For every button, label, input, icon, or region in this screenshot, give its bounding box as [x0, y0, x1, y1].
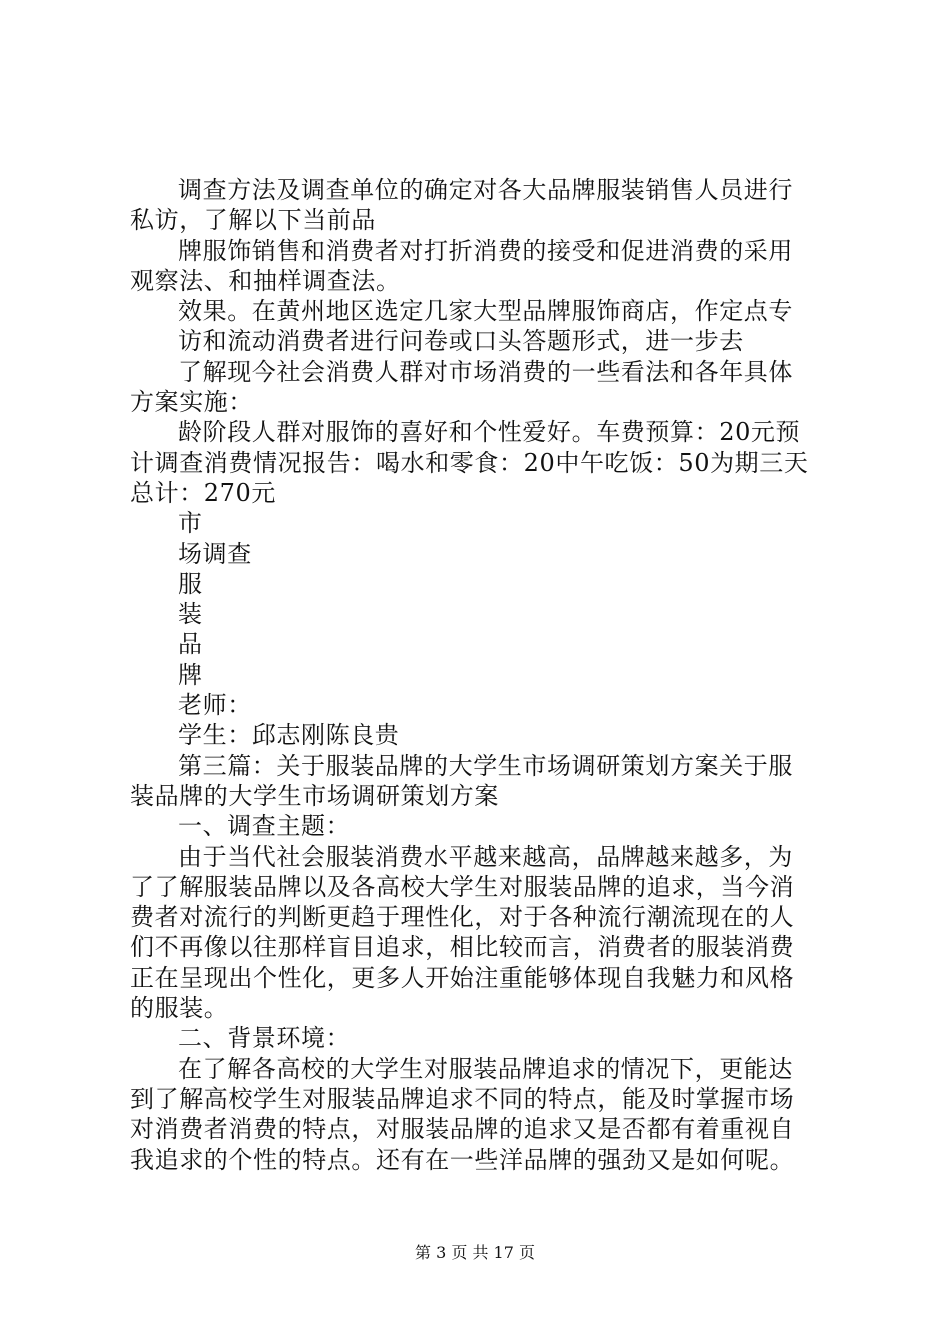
- text-line: 品: [178, 630, 203, 659]
- page-number-footer: 第 3 页 共 17 页: [415, 1243, 535, 1262]
- text-line: 市: [178, 509, 203, 538]
- text-line: 了了解服装品牌以及各高校大学生对服装品牌的追求，当今消: [130, 872, 795, 901]
- text-line: 观察法、和抽样调查法。: [130, 266, 401, 295]
- section-heading: 装品牌的大学生市场调研策划方案: [130, 781, 499, 810]
- text-line: 牌服饰销售和消费者对打折消费的接受和促进消费的采用: [178, 236, 793, 265]
- text-line: 对消费者消费的特点，对服装品牌的追求又是否都有着重视自: [130, 1115, 795, 1144]
- text-line: 方案实施：: [130, 388, 253, 417]
- text-line: 私访，了解以下当前品: [130, 206, 376, 235]
- text-line: 们不再像以往那样盲目追求，相比较而言，消费者的服装消费: [130, 933, 795, 962]
- text-line: 正在呈现出个性化，更多人开始注重能够体现自我魅力和风格: [130, 963, 795, 992]
- text-line: 总计：270元: [130, 478, 277, 507]
- text-line: 效果。在黄州地区选定几家大型品牌服饰商店，作定点专: [178, 297, 793, 326]
- text-line: 在了解各高校的大学生对服装品牌追求的情况下，更能达: [178, 1054, 793, 1083]
- text-line: 访和流动消费者进行问卷或口头答题形式，进一步去: [178, 327, 744, 356]
- text-line: 学生：邱志刚陈良贵: [178, 721, 400, 750]
- document-body: [130, 175, 830, 1175]
- text-line: 费者对流行的判断更趋于理性化，对于各种流行潮流现在的人: [130, 903, 795, 932]
- text-line: 服: [178, 569, 203, 598]
- text-line: 装: [178, 600, 203, 629]
- text-line: 调查方法及调查单位的确定对各大品牌服装销售人员进行: [178, 176, 793, 204]
- text-line: 老师：: [178, 691, 252, 720]
- section-heading: 第三篇：关于服装品牌的大学生市场调研策划方案关于服: [178, 751, 793, 780]
- text-line: 的服装。: [130, 994, 229, 1023]
- subsection-heading: 二、背景环境：: [178, 1024, 351, 1053]
- text-line: 场调查: [178, 539, 252, 568]
- text-line: 龄阶段人群对服饰的喜好和个性爱好。车费预算：20元预: [178, 418, 801, 447]
- text-line: 由于当代社会服装消费水平越来越高，品牌越来越多，为: [178, 842, 793, 871]
- text-line: 了解现今社会消费人群对市场消费的一些看法和各年具体: [178, 357, 793, 386]
- text-line: 我追求的个性的特点。还有在一些洋品牌的强劲又是如何呢。: [130, 1145, 795, 1174]
- text-line: 到了解高校学生对服装品牌追求不同的特点，能及时掌握市场: [130, 1084, 795, 1113]
- subsection-heading: 一、调查主题：: [178, 812, 351, 841]
- text-line: 计调查消费情况报告：喝水和零食：20中午吃饭：50为期三天: [130, 448, 809, 477]
- text-line: 牌: [178, 660, 203, 689]
